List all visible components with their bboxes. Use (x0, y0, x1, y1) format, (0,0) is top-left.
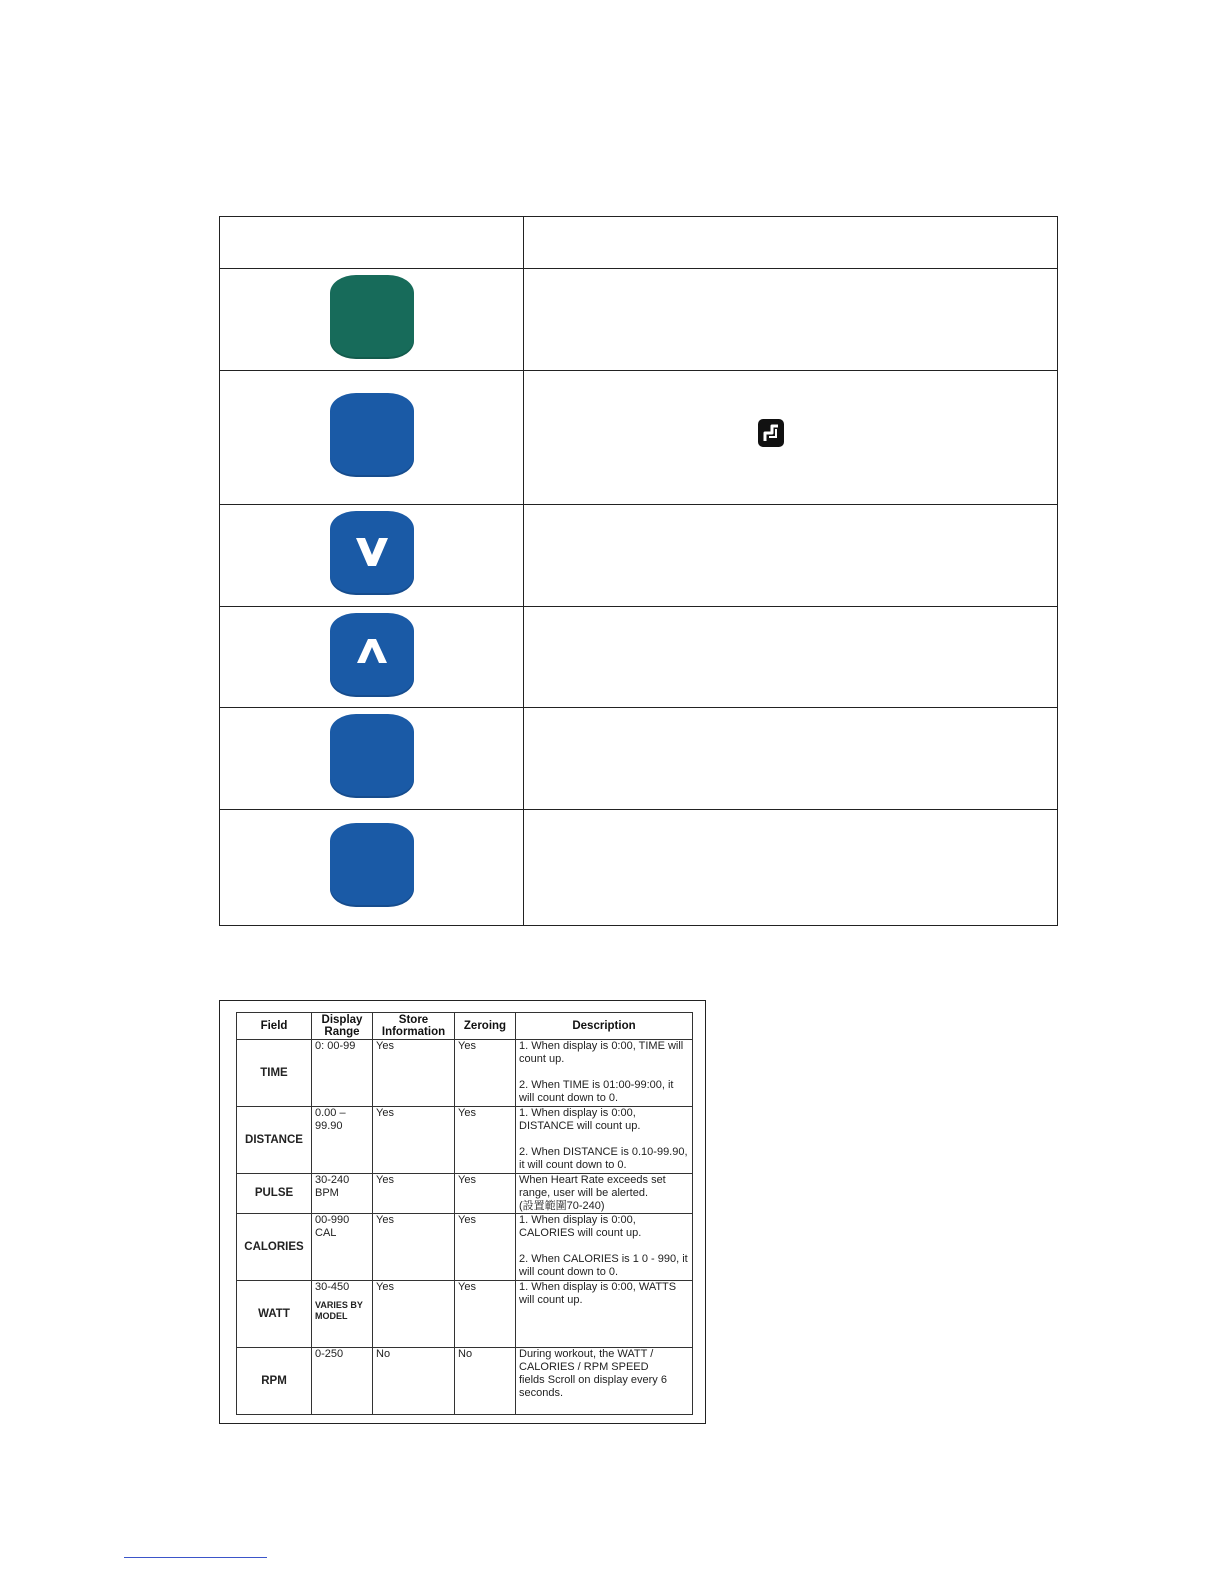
description-line: During workout, the WATT / CALORIES / RPM SPEED (519, 1348, 654, 1373)
key-cell (220, 269, 524, 371)
table-row (237, 1174, 693, 1214)
zeroing: Yes (455, 1040, 516, 1107)
key-cell (220, 505, 524, 607)
display-range: 00-990 CAL (312, 1214, 373, 1281)
key-description-cell (524, 810, 1058, 926)
field-table-frame (219, 1000, 706, 1424)
range-note: VARIES BY MODEL (315, 1300, 363, 1321)
table-row (237, 1214, 693, 1281)
reset-icon (757, 418, 785, 448)
display-range: 30-240 BPM (312, 1174, 373, 1214)
key-row (220, 269, 1058, 371)
key-table-header-row (220, 217, 1058, 269)
table-row (237, 1348, 693, 1415)
field-name: DISTANCE (237, 1107, 312, 1174)
description-line: 1. When display is 0:00, WATTS will count up. (519, 1281, 677, 1306)
display-range: 0: 00-99 (312, 1040, 373, 1107)
description-line: 1. When display is 0:00, CALORIES will count up. (519, 1214, 642, 1239)
footnote-separator (124, 1557, 267, 1558)
store-information: Yes (373, 1281, 455, 1348)
key-column-header (220, 217, 524, 269)
field-name: WATT (237, 1281, 312, 1348)
store-information-header: Store Information (373, 1013, 455, 1040)
description-line: (設置範圍70-240) (519, 1200, 605, 1212)
zeroing: Yes (455, 1214, 516, 1281)
down-key-button[interactable] (330, 511, 414, 595)
field-table (236, 1012, 693, 1415)
field-name: PULSE (237, 1174, 312, 1214)
store-information: Yes (373, 1040, 455, 1107)
description-line: When Heart Rate exceeds set range, user will be alerted. (519, 1174, 666, 1199)
table-row (237, 1040, 693, 1107)
display-range-header: Display Range (312, 1013, 373, 1040)
description-line: 1. When display is 0:00, TIME will count up. (519, 1040, 684, 1065)
zeroing: Yes (455, 1174, 516, 1214)
blue-key-button[interactable] (330, 714, 414, 798)
blue-key-button[interactable] (330, 393, 414, 477)
key-description-cell (524, 708, 1058, 810)
description-header: Description (516, 1013, 693, 1040)
key-row (220, 607, 1058, 708)
blue-key-button[interactable] (330, 823, 414, 907)
store-information: Yes (373, 1214, 455, 1281)
store-information: Yes (373, 1174, 455, 1214)
zeroing: Yes (455, 1107, 516, 1174)
key-row (220, 505, 1058, 607)
key-cell (220, 708, 524, 810)
description (516, 1281, 693, 1348)
key-table (219, 216, 1058, 926)
table-row (237, 1281, 693, 1348)
store-information: No (373, 1348, 455, 1415)
key-row (220, 371, 1058, 505)
field-name: CALORIES (237, 1214, 312, 1281)
function-column-header (524, 217, 1058, 269)
display-range-value: 30-450 (315, 1281, 350, 1293)
description (516, 1214, 693, 1281)
description-line: 2. When TIME is 01:00-99:00, it will count down to 0. (519, 1079, 674, 1104)
key-description-cell (524, 371, 1058, 505)
display-range: 0.00 – 99.90 (312, 1107, 373, 1174)
table-row (237, 1107, 693, 1174)
key-row (220, 708, 1058, 810)
description (516, 1348, 693, 1415)
display-range: 0-250 (312, 1348, 373, 1415)
field-name: RPM (237, 1348, 312, 1415)
green-key-button[interactable] (330, 275, 414, 359)
zeroing: Yes (455, 1281, 516, 1348)
key-cell (220, 607, 524, 708)
zeroing: No (455, 1348, 516, 1415)
description-line: 1. When display is 0:00, DISTANCE will count up. (519, 1107, 641, 1132)
key-description-cell (524, 607, 1058, 708)
chevron-down-icon (330, 511, 414, 595)
field-header: Field (237, 1013, 312, 1040)
key-row (220, 810, 1058, 926)
description-line: 2. When DISTANCE is 0.10-99.90, it will count down to 0. (519, 1146, 688, 1171)
field-table-header-row (237, 1013, 693, 1040)
store-information: Yes (373, 1107, 455, 1174)
zeroing-header: Zeroing (455, 1013, 516, 1040)
description (516, 1174, 693, 1214)
chevron-up-icon (330, 613, 414, 697)
key-description-cell (524, 505, 1058, 607)
up-key-button[interactable] (330, 613, 414, 697)
display-range (312, 1281, 373, 1348)
key-description-cell (524, 269, 1058, 371)
key-cell (220, 810, 524, 926)
description (516, 1107, 693, 1174)
description (516, 1040, 693, 1107)
description-line: 2. When CALORIES is 1 0 - 990, it will count down to 0. (519, 1253, 688, 1278)
description-line: fields Scroll on display every 6 seconds. (519, 1374, 667, 1399)
field-name: TIME (237, 1040, 312, 1107)
key-cell (220, 371, 524, 505)
